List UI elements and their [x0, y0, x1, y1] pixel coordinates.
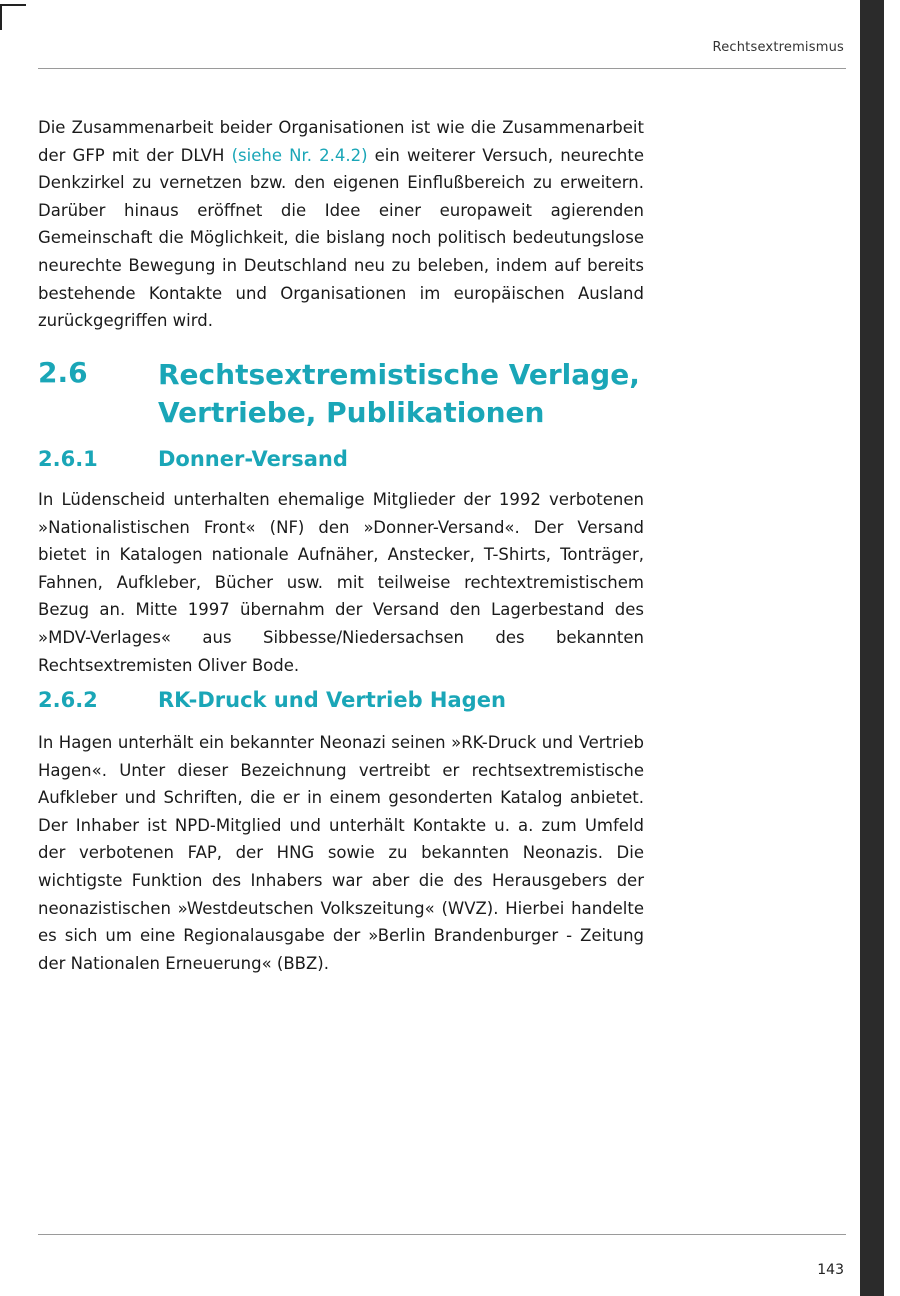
section-2-6-1-paragraph: In Lüdenscheid unterhalten ehemalige Mitglieder der 1992 verbotenen »Nationalistischen Front« (NF) den »Donner-Versand«. Der Versand bietet in Katalogen nationale Aufnäher, Anstecker, T-Shirts, Tonträger, Fahnen, Aufkleber, Bücher usw. mit teilweise rechtextremistischem Bezug an. Mitte 1997 übernahm der Versand den Lagerbestand des »MDV-Verlages« aus Sibbesse/Niedersachsen des bekannten Rechtsextremisten Oliver Bode.	[38, 490, 644, 675]
running-header: Rechtsextremismus	[712, 40, 844, 55]
crop-mark-horizontal	[0, 4, 26, 6]
section-2-6-1-number: 2.6.1	[38, 447, 98, 471]
section-2-6-2-number: 2.6.2	[38, 688, 98, 712]
crop-mark-vertical	[0, 4, 2, 30]
section-2-6-2-paragraph: In Hagen unterhält ein bekannter Neonazi seinen »RK-Druck und Vertrieb Hagen«. Unter dieser Bezeichnung vertreibt er rechtsextremistische Aufkleber und Schriften, die er in einem gesonderten Katalog anbietet. Der Inhaber ist NPD-Mitglied und unterhält Kontakte u. a. zum Umfeld der verbotenen FAP, der HNG sowie zu bekannten Neonazis. Die wichtigste Funktion des Inhabers war aber die des Herausgebers der neonazistischen »Westdeutschen Volkszeitung« (WVZ). Hierbei handelte es sich um eine Regionalausgabe der »Berlin Brandenburger - Zeitung der Nationalen Erneuerung« (BBZ).	[38, 733, 644, 973]
intro-text-after: ein weiterer Versuch, neurechte Denkzirkel zu vernetzen bzw. den eigenen Einflußbereich zu erweitern. Darüber hinaus eröffnet die Idee einer europaweit agierenden Gemeinschaft die Möglichkeit, die bislang noch politisch bedeutungslose neurechte Bewegung in Deutschland neu zu beleben, indem auf bereits bestehende Kontakte und Organisationen im europäischen Ausland zurückgegriffen wird.	[38, 145, 644, 331]
intro-text-before: Die Zusammenarbeit beider Organisationen ist wie die Zusammenarbeit der GFP mit der DLVH	[38, 118, 644, 165]
page-number: 143	[817, 1262, 844, 1278]
cross-reference-link[interactable]: (siehe Nr. 2.4.2)	[231, 145, 368, 165]
intro-paragraph	[38, 114, 644, 335]
page-edge-bar	[860, 0, 884, 1296]
footer-rule	[38, 1234, 846, 1235]
header-rule	[38, 68, 846, 69]
section-2-6-2-title: RK-Druck und Vertrieb Hagen	[158, 688, 506, 712]
section-2-6-title: Rechtsextremistische Verlage, Vertriebe, Publikationen	[158, 358, 640, 429]
section-2-6-1-title: Donner-Versand	[158, 447, 348, 471]
section-2-6-number: 2.6	[38, 356, 88, 389]
